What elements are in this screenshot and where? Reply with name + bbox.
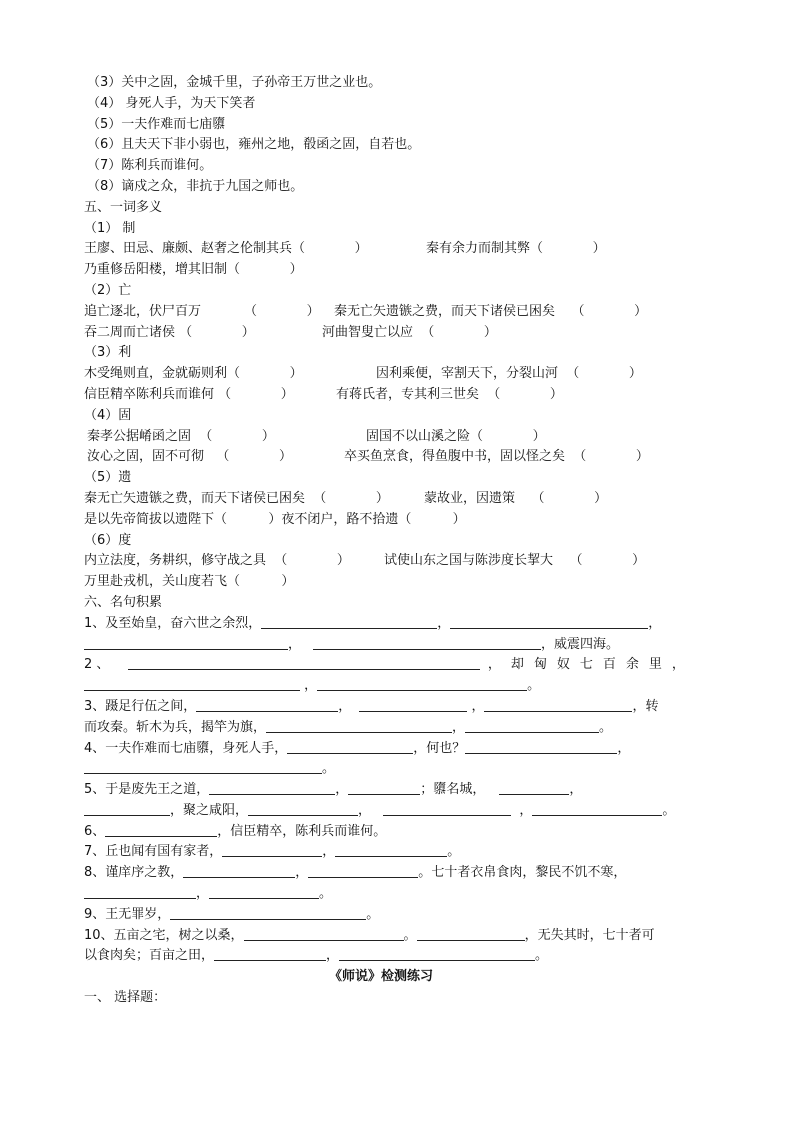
quote-text: 7、丘也闻有国有家者， (84, 844, 223, 860)
answer-paren[interactable]: （ ） (515, 490, 608, 506)
example-sentence: 固国不以山溪之险 (366, 428, 471, 444)
quote-text: 8、谨庠序之教， (84, 865, 184, 881)
fill-blank[interactable] (222, 843, 322, 857)
answer-paren[interactable]: （ ） (479, 386, 563, 402)
fill-blank[interactable] (348, 781, 420, 795)
example-sentence: 万里赴戎机，关山度若飞 (84, 574, 228, 590)
punct: 。 (535, 948, 549, 964)
example-sentence: 有蒋氏者，专其利三世矣 (336, 386, 480, 402)
word-heading: （4）固 (84, 407, 132, 423)
example-row (84, 489, 678, 510)
punct: ， (452, 719, 466, 735)
section-heading: 一、 选择题： (84, 990, 167, 1006)
fill-blank[interactable] (84, 760, 322, 774)
fill-blank[interactable] (244, 927, 404, 941)
fill-blank[interactable] (417, 927, 525, 941)
answer-paren[interactable]: （ ） (413, 324, 497, 340)
answer-paren[interactable]: （ ） (204, 449, 293, 465)
punct: 。 (527, 678, 541, 694)
fill-blank[interactable] (335, 843, 447, 857)
answer-paren[interactable]: （ ） (214, 511, 282, 527)
answer-paren[interactable]: （ ） (555, 303, 648, 319)
word-heading: （6）度 (84, 532, 132, 548)
punct: ， (358, 802, 372, 818)
punct: ， (413, 740, 427, 756)
quote-text: 9、王无罪岁， (84, 906, 171, 922)
punct: ， (617, 740, 631, 756)
example-sentence: 秦无亡矢遗镞之费，而天下诸侯已困矣 (334, 303, 556, 319)
sentence-item: （5）一夫作难而七庙隳 (87, 116, 226, 132)
word-heading: （3）利 (84, 345, 132, 361)
quote-text: 却匈奴七百余里 (510, 657, 672, 673)
answer-paren[interactable]: （ ） (398, 511, 466, 527)
answer-paren[interactable]: （ ） (175, 324, 255, 340)
quote-text: 10、五亩之宅，树之以桑， (84, 927, 244, 943)
quote-item-5-cont (84, 801, 678, 822)
answer-paren[interactable]: （ ） (292, 241, 368, 257)
example-row (84, 447, 678, 468)
answer-paren[interactable]: （ ） (530, 241, 606, 257)
example-sentence: 秦有余力而制其弊 (426, 241, 531, 257)
example-row (84, 302, 678, 323)
example-row (84, 323, 678, 344)
quote-item-8-cont (84, 884, 678, 905)
fill-blank[interactable] (317, 677, 527, 691)
answer-paren[interactable]: （ ） (227, 574, 295, 590)
punct: ， (288, 636, 302, 652)
fill-blank[interactable] (183, 864, 295, 878)
answer-paren[interactable]: （ ） (191, 428, 275, 444)
answer-paren[interactable]: （ ） (558, 366, 642, 382)
punct: ， (196, 886, 210, 902)
quote-text: 以食肉矣；百亩之田， (84, 948, 215, 964)
punct: ， (519, 802, 533, 818)
answer-paren[interactable]: （ ） (266, 553, 350, 569)
fill-blank[interactable] (383, 802, 511, 816)
quote-item-4 (84, 739, 678, 760)
answer-paren[interactable]: （ ） (214, 386, 294, 402)
fill-blank[interactable] (84, 885, 196, 899)
worksheet (84, 73, 685, 1009)
quote-item-7 (84, 842, 678, 863)
fill-blank[interactable] (532, 802, 662, 816)
punct: 。 (418, 865, 432, 881)
quote-text: 4、一夫作难而七庙隳，身死人手， (84, 740, 288, 756)
punct: 。 (403, 927, 417, 943)
punct: ， (524, 927, 538, 943)
quote-text: 转 (645, 698, 659, 714)
quote-text: 威震四海。 (554, 636, 620, 652)
punct: ， (217, 823, 231, 839)
sentence-item: （7）陈利兵而谁何。 (87, 158, 213, 174)
quote-text: 七十者衣帛食肉，黎民不饥不寒， (431, 865, 627, 881)
example-sentence: 秦无亡矢遗镞之费，而天下诸侯已困矣 (84, 490, 306, 506)
quote-item-10 (84, 926, 678, 947)
punct: ， (335, 782, 349, 798)
example-row (84, 427, 678, 448)
fill-blank[interactable] (209, 885, 319, 899)
quote-text: 聚之咸阳， (183, 802, 249, 818)
punct: ， (304, 678, 318, 694)
punct: ， (671, 657, 685, 673)
quote-text: 信臣精卒，陈利兵而谁何。 (230, 823, 387, 839)
answer-paren[interactable]: （ ） (244, 303, 320, 319)
punct: 。 (322, 761, 336, 777)
fill-blank[interactable] (465, 719, 599, 733)
fill-blank[interactable] (214, 947, 326, 961)
punct: 。 (662, 802, 676, 818)
example-sentence: 因利乘便，宰割天下，分裂山河 (376, 366, 559, 382)
quote-number: 2 (84, 657, 93, 673)
example-sentence: 吞二周而亡诸侯 (84, 324, 176, 340)
answer-paren[interactable]: （ ） (553, 553, 646, 569)
quote-item-5 (84, 780, 678, 801)
quote-text: 6、 (84, 823, 106, 839)
example-sentence: 信臣精卒陈利兵而谁何 (84, 386, 215, 402)
quote-item-3 (84, 697, 678, 718)
fill-blank[interactable] (359, 698, 467, 712)
fill-blank[interactable] (308, 864, 418, 878)
fill-blank[interactable] (339, 947, 535, 961)
word-heading: （2）亡 (84, 282, 132, 298)
example-sentence: 王廖、田忌、廉颇、赵奢之伦制其兵 (84, 241, 293, 257)
example-sentence: 木受绳则直，金就砺则利 (84, 366, 228, 382)
punct: 。 (366, 906, 380, 922)
word-heading: （1） 制 (84, 220, 136, 236)
sentence-item: （4） 身死人手，为天下笑者 (87, 95, 256, 111)
fill-blank[interactable] (465, 740, 617, 754)
punct: ， (437, 615, 451, 631)
punct: ， (632, 698, 646, 714)
punct: ， (170, 802, 184, 818)
punct: ， (326, 948, 340, 964)
punct: ， (322, 844, 336, 860)
example-sentence: 试使山东之国与陈涉度长挈大 (384, 553, 554, 569)
quote-text: 隳名城， (433, 782, 486, 798)
example-sentence: 汝心之固，固不可彻 (87, 449, 205, 465)
punct: ， (295, 865, 309, 881)
punct: ， (569, 782, 583, 798)
fill-blank[interactable] (266, 719, 452, 733)
example-row (84, 385, 678, 406)
answer-paren[interactable]: （ ） (227, 366, 303, 382)
section-heading: 五、一词多义 (84, 199, 163, 215)
sentence-item: （8）谪戍之众，非抗于九国之师也。 (87, 178, 304, 194)
example-sentence: 夜不闭户，路不拾遗 (281, 511, 399, 527)
fill-blank[interactable] (209, 781, 335, 795)
sentence-item: （6）且夫天下非小弱也，雍州之地，殽函之固，自若也。 (87, 137, 421, 153)
quote-item-9 (84, 905, 678, 926)
quote-item-8 (84, 863, 678, 884)
punct: ； (420, 782, 434, 798)
answer-paren[interactable]: （ ） (227, 262, 303, 278)
punct: ， (487, 657, 501, 673)
fill-blank[interactable] (105, 823, 217, 837)
example-sentence: 秦孝公据崤函之固 (87, 428, 192, 444)
example-row (84, 260, 678, 281)
quote-item-10-cont (84, 946, 678, 967)
quote-text: 而攻秦。斩木为兵，揭竿为旗， (84, 719, 267, 735)
example-row (84, 364, 678, 385)
answer-paren[interactable]: （ ） (305, 490, 389, 506)
section-title: 《师说》检测练习 (328, 969, 433, 985)
quote-item-1 (84, 614, 678, 635)
example-row (84, 239, 678, 260)
answer-paren[interactable]: （ ） (470, 428, 546, 444)
quote-item-1-cont (84, 635, 678, 656)
punct: ， (471, 698, 485, 714)
example-row (84, 510, 678, 531)
punct: ， (648, 615, 662, 631)
quote-text: 1、及至始皇，奋六世之余烈， (84, 615, 262, 631)
quote-item-2: 2 、 ， 却匈奴七百余里， (84, 657, 685, 673)
punct: ， (338, 698, 352, 714)
example-sentence: 卒买鱼烹食，得鱼腹中书，固以怪之矣 (344, 449, 566, 465)
quote-text: 3、蹑足行伍之间， (84, 698, 197, 714)
quote-item-2-cont (84, 676, 678, 697)
sentence-item: （3）关中之固，金城千里，子孙帝王万世之业也。 (87, 75, 382, 90)
punct: ， (541, 636, 555, 652)
fill-blank[interactable] (287, 740, 413, 754)
fill-blank[interactable] (196, 698, 338, 712)
quote-item-4-cont (84, 759, 678, 780)
example-sentence: 内立法度，务耕织，修守战之具 (84, 553, 267, 569)
quote-text: 何也？ (426, 740, 466, 756)
fill-blank[interactable] (484, 698, 632, 712)
example-sentence: 河曲智叟亡以应 (322, 324, 414, 340)
example-row (84, 551, 678, 572)
example-sentence: 乃重修岳阳楼，增其旧制 (84, 262, 228, 278)
example-row (84, 572, 678, 593)
example-sentence: 是以先帝简拔以遗陛下 (84, 511, 215, 527)
fill-blank[interactable] (248, 802, 358, 816)
fill-blank[interactable] (84, 677, 300, 691)
punct: 。 (319, 886, 333, 902)
fill-blank[interactable] (84, 636, 288, 650)
quote-text: 无失其时，七十者可 (537, 927, 655, 943)
section-heading: 六、名句积累 (84, 594, 163, 610)
fill-blank[interactable] (450, 615, 648, 629)
fill-blank[interactable] (128, 656, 480, 670)
example-sentence: 追亡逐北，伏尸百万 (84, 303, 202, 319)
fill-blank[interactable] (261, 615, 437, 629)
word-heading: （5）遗 (84, 470, 132, 486)
punct: 。 (599, 719, 613, 735)
fill-blank[interactable] (170, 906, 366, 920)
answer-paren[interactable]: （ ） (565, 449, 649, 465)
quote-item-6 (84, 822, 678, 843)
fill-blank[interactable] (84, 802, 170, 816)
fill-blank[interactable] (313, 636, 541, 650)
quote-text: 5、于是废先王之道， (84, 782, 210, 798)
quote-item-3-cont (84, 718, 678, 739)
fill-blank[interactable] (499, 781, 569, 795)
example-sentence: 蒙故业，因遗策 (424, 490, 516, 506)
punct: 。 (447, 844, 461, 860)
